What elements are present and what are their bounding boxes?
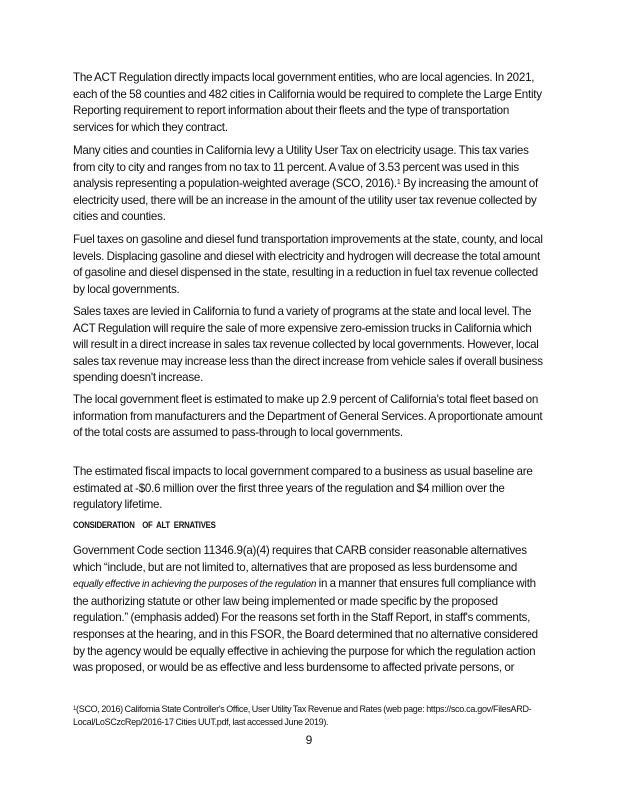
paragraph-sales-taxes: Sales taxes are levied in California to fund a variety of programs at the state and local level. The ACT Regulation will require the sale of more expensive zero-emission trucks in California which will result in a direct increase in sales tax revenue collected by local governments. However, local sales tax revenue may increase less than the direct increase from vehicle sales if overall business spending doesn't increase. bbox=[73, 305, 543, 385]
utility-tax-text-cont: By increasing the amount of electricity used, there will be an increase in the amount of the utility user tax revenue collected by cities and counties. bbox=[73, 177, 538, 224]
paragraph-government-code bbox=[73, 543, 545, 677]
emphasized-text: equally effective in achieving the purposes of the regulation bbox=[73, 579, 317, 591]
government-code-text-cont: in a manner that ensures full compliance with the authorizing statute or other law being implemented or made specific by the proposed regulation.” (emphasis added) For the reasons set forth in the Staff Report, in staff's comments, responses at the hearing, and in this FSOR, the Board determined that no alternative considered by the agency would be equally effective in achieving the purpose for which the regulation action was proposed, or would be as effective and less burdensome to affected private persons, or bbox=[73, 577, 538, 675]
paragraph-fuel-taxes: Fuel taxes on gasoline and diesel fund transportation improvements at the state, county, and local levels. Displacing gasoline and diesel with electricity and hydrogen will decrease the total amount of gasoline and diesel dispensed in the state, resulting in a reduction in fuel tax revenue collected by local governments. bbox=[73, 233, 543, 296]
utility-tax-text: Many cities and counties in California levy a Utility User Tax on electricity usage. This tax varies from city to city and ranges from no tax to 11 percent. A value of 3.53 percent was used in this analysis representing a population-weighted average (SCO, 2016). bbox=[73, 144, 529, 191]
page-number: 9 bbox=[305, 733, 313, 747]
section-heading-alternatives: CONSIDERATION OF ALT ERNATIVES bbox=[73, 520, 216, 531]
paragraph-local-government-fleet: The local government fleet is estimated to make up 2.9 percent of California's total fleet based on information from manufacturers and the Department of General Services. A proportionate amount of the total costs are assumed to pass-through to local governments. bbox=[73, 393, 543, 440]
paragraph-act-regulation: The ACT Regulation directly impacts local government entities, who are local agencies. In 2021, each of the 58 counties and 482 cities in California would be required to complete the Large Entity Reporting requirement to report information about their fleets and the type of transportation services for which they contract. bbox=[73, 71, 542, 134]
footnote-mark: 1 bbox=[73, 706, 77, 712]
footnote-reference: 1 bbox=[396, 179, 401, 187]
government-code-text: Government Code section 11346.9(a)(4) requires that CARB consider reasonable alternatives which “include, but are not limited to, alternatives that are proposed as less burdensome and bbox=[73, 544, 527, 574]
footnote bbox=[73, 703, 553, 729]
footnote-text: (SCO, 2016) California State Controller's Office, User Utility Tax Revenue and Rates (web page: https://sco.ca.gov/FilesARD-Local/LoSCzcRep/2016-17 Cities UUT.pdf, last accessed June 2019). bbox=[73, 704, 532, 727]
paragraph-fiscal-impacts: The estimated fiscal impacts to local government compared to a business as usual baseline are estimated at -$0.6 million over the first three years of the regulation and $4 million over the regulatory lifetime. bbox=[73, 465, 533, 512]
paragraph-utility-user-tax bbox=[73, 143, 545, 226]
